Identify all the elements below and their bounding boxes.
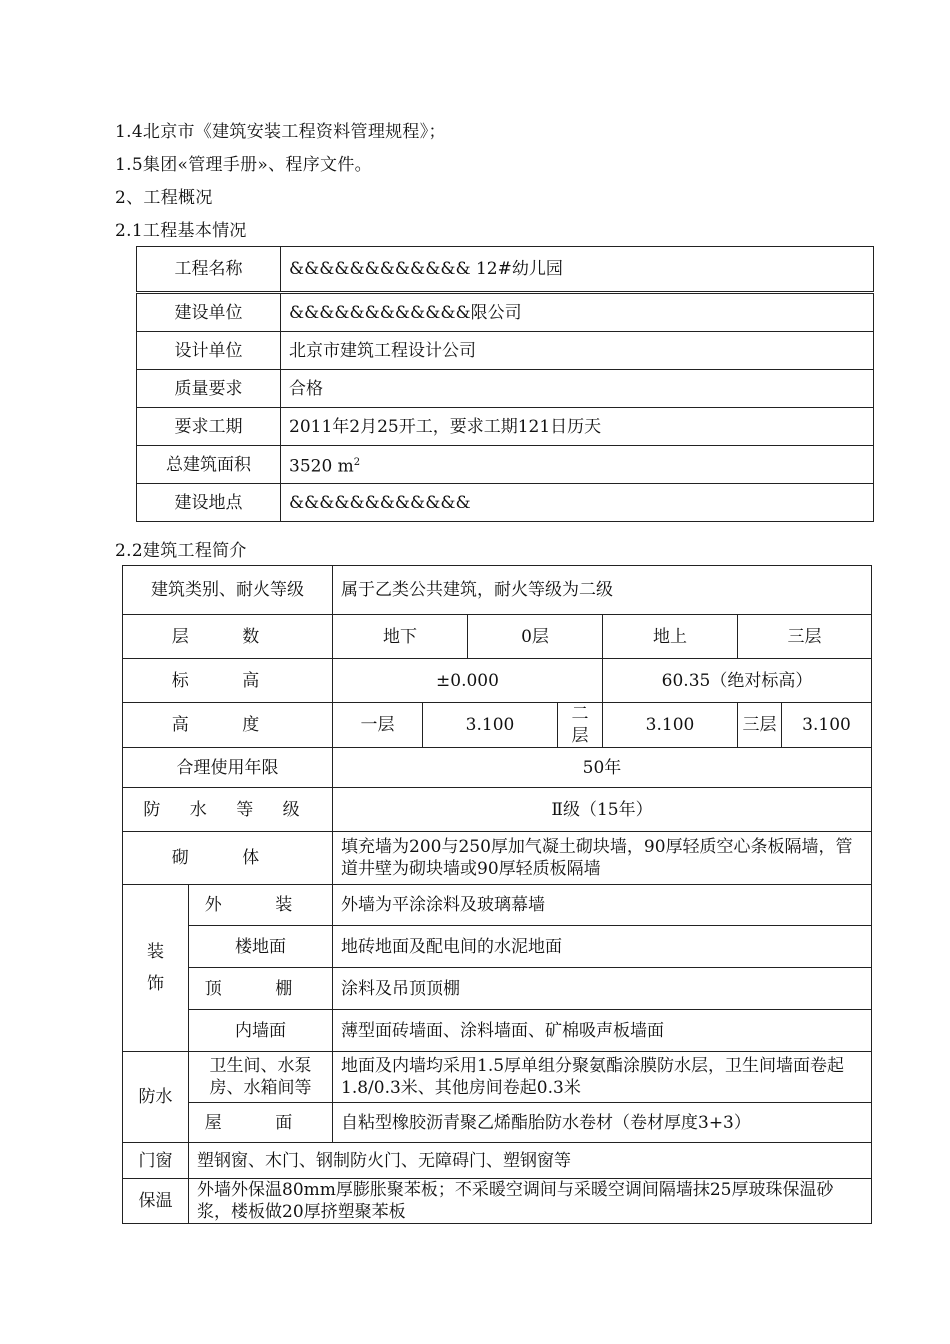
floors-label: 层 数 xyxy=(123,615,333,659)
elevation-absolute: 60.35（绝对标高） xyxy=(603,659,872,703)
decoration-label xyxy=(123,885,189,1052)
table-row xyxy=(137,370,874,408)
decoration-label-char-1: 装 xyxy=(147,942,164,962)
ceiling-label: 顶 棚 xyxy=(189,968,333,1010)
table-row xyxy=(123,1143,872,1179)
doors-windows-label: 门窗 xyxy=(123,1143,189,1179)
wet-room-label: 卫生间、水泵房、水箱间等 xyxy=(189,1052,333,1103)
floors-above-value: 三层 xyxy=(738,615,872,659)
height-floor-1-value: 3.100 xyxy=(423,703,558,748)
elevation-label: 标 高 xyxy=(123,659,333,703)
project-name-value: &&&&&&&&&&&& 12#幼儿园 xyxy=(281,247,874,293)
height-floor-3-label: 三层 xyxy=(738,703,782,748)
owner-value: &&&&&&&&&&&&限公司 xyxy=(281,293,874,332)
exterior-label: 外 装 xyxy=(189,885,333,926)
clause-1-5: 1.5集团«管理手册»、程序文件。 xyxy=(115,155,372,175)
waterproof-label: 防水 xyxy=(123,1052,189,1143)
service-life-label: 合理使用年限 xyxy=(123,748,333,788)
table-row xyxy=(123,1103,872,1143)
height-label: 高 度 xyxy=(123,703,333,748)
schedule-value: 2011年2月25开工，要求工期121日历天 xyxy=(281,408,874,446)
table-row xyxy=(137,293,874,332)
height-floor-2-label: 二层 xyxy=(558,703,603,748)
site-label: 建设地点 xyxy=(137,484,281,522)
site-value: &&&&&&&&&&&& xyxy=(281,484,874,522)
project-name-label: 工程名称 xyxy=(137,247,281,293)
section-2-1-heading: 2.1工程基本情况 xyxy=(115,221,247,241)
architecture-table xyxy=(122,565,872,1224)
waterproof-grade-label: 防 水 等 级 xyxy=(123,788,333,832)
table-row xyxy=(123,1179,872,1224)
floors-above-label: 地上 xyxy=(603,615,738,659)
elevation-relative: ±0.000 xyxy=(333,659,603,703)
masonry-value: 填充墙为200与250厚加气凝土砌块墙，90厚轻质空心条板隔墙，管道井壁为砌块墙或90厚轻质板隔墙 xyxy=(333,832,872,885)
floors-underground-label: 地下 xyxy=(333,615,468,659)
table-row xyxy=(123,1052,872,1103)
floor-finish-value: 地砖地面及配电间的水泥地面 xyxy=(333,926,872,968)
category-label: 建筑类别、耐火等级 xyxy=(123,566,333,615)
category-value: 属于乙类公共建筑，耐火等级为二级 xyxy=(333,566,872,615)
table-row xyxy=(123,885,872,926)
exterior-value: 外墙为平涂涂料及玻璃幕墙 xyxy=(333,885,872,926)
table-row xyxy=(123,1010,872,1052)
clause-1-4: 1.4北京市《建筑安装工程资料管理规程》； xyxy=(115,122,446,142)
height-floor-2-value: 3.100 xyxy=(603,703,738,748)
table-row xyxy=(123,615,872,659)
ceiling-value: 涂料及吊顶顶棚 xyxy=(333,968,872,1010)
table-row xyxy=(123,832,872,885)
service-life-value: 50年 xyxy=(333,748,872,788)
height-floor-1-label: 一层 xyxy=(333,703,423,748)
wet-room-value: 地面及内墙均采用1.5厚单组分聚氨酯涂膜防水层，卫生间墙面卷起1.8/0.3米、其他房间卷起0.3米 xyxy=(333,1052,872,1103)
owner-label: 建设单位 xyxy=(137,293,281,332)
table-row xyxy=(123,926,872,968)
interior-wall-value: 薄型面砖墙面、涂料墙面、矿棉吸声板墙面 xyxy=(333,1010,872,1052)
height-floor-3-value: 3.100 xyxy=(782,703,872,748)
section-2-2-heading: 2.2建筑工程简介 xyxy=(115,541,247,561)
interior-wall-label: 内墙面 xyxy=(189,1010,333,1052)
area-label: 总建筑面积 xyxy=(137,446,281,484)
waterproof-grade-value: Ⅱ级（15年） xyxy=(333,788,872,832)
table-row xyxy=(123,748,872,788)
basic-info-table xyxy=(136,246,874,522)
floors-underground-value: 0层 xyxy=(468,615,603,659)
floor-finish-label: 楼地面 xyxy=(189,926,333,968)
table-row xyxy=(137,484,874,522)
table-row xyxy=(137,446,874,484)
quality-label: 质量要求 xyxy=(137,370,281,408)
schedule-label: 要求工期 xyxy=(137,408,281,446)
insulation-label: 保温 xyxy=(123,1179,189,1224)
designer-value: 北京市建筑工程设计公司 xyxy=(281,332,874,370)
table-row xyxy=(137,247,874,293)
roof-label: 屋 面 xyxy=(189,1103,333,1143)
table-row xyxy=(123,659,872,703)
table-row xyxy=(137,332,874,370)
table-row xyxy=(123,968,872,1010)
table-row xyxy=(123,566,872,615)
area-number: 3520 m xyxy=(289,456,354,477)
doors-windows-value: 塑钢窗、木门、钢制防火门、无障碍门、塑钢窗等 xyxy=(189,1143,872,1179)
table-row xyxy=(123,703,872,748)
masonry-label: 砌 体 xyxy=(123,832,333,885)
roof-value: 自粘型橡胶沥青聚乙烯酯胎防水卷材（卷材厚度3+3） xyxy=(333,1103,872,1143)
section-2-heading: 2、工程概况 xyxy=(115,188,213,208)
table-row xyxy=(137,408,874,446)
area-unit-sup: 2 xyxy=(353,456,361,468)
table-row xyxy=(123,788,872,832)
quality-value: 合格 xyxy=(281,370,874,408)
decoration-label-char-2: 饰 xyxy=(147,974,164,994)
designer-label: 设计单位 xyxy=(137,332,281,370)
insulation-value: 外墙外保温80mm厚膨胀聚苯板；不采暖空调间与采暖空调间隔墙抹25厚玻珠保温砂浆，楼板做20厚挤塑聚苯板 xyxy=(189,1179,872,1224)
area-value xyxy=(281,446,874,484)
